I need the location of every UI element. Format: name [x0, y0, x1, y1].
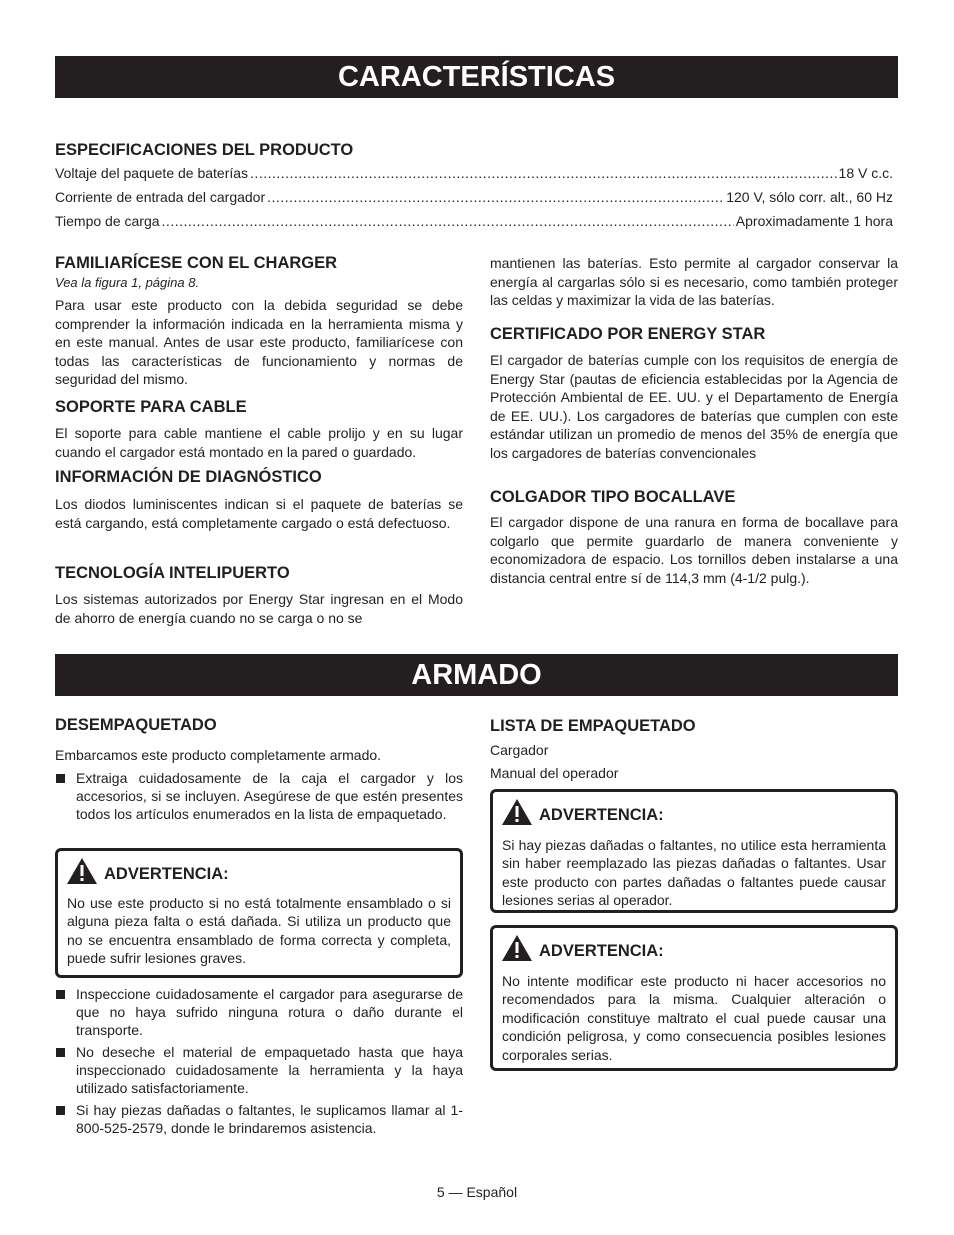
spec-value: Aproximadamente 1 hora: [735, 213, 893, 229]
list-item-text: Si hay piezas dañadas o faltantes, le suplicamos llamar al 1-800-525-2579, donde le brindaremos asistencia.: [76, 1102, 463, 1136]
list-item: [76, 769, 463, 823]
intelipuerto-text: Los sistemas autorizados por Energy Star ingresan en el Modo de ahorro de energía cuando no se carga o no se: [55, 591, 463, 626]
bullet-square-icon: [56, 774, 65, 783]
warning-header: [501, 798, 664, 826]
warning-text: No use este producto si no está totalmente ensamblado o si alguna pieza falta o está dañada. Si utiliza un producto que no se encuentra ensamblado de forma correcta y completa, puede sufrir lesiones graves.: [67, 895, 451, 967]
page-footer: 5 — Español: [436, 1184, 518, 1200]
leader-dots: [267, 189, 724, 205]
warning-box: [490, 925, 898, 1071]
spec-row: [55, 165, 893, 183]
spec-row: [55, 189, 893, 207]
energystar-heading: CERTIFICADO POR ENERGY STAR: [490, 325, 766, 343]
diagnostico-text: Los diodos luminiscentes indican si el paquete de baterías se está cargando, está completamente cargado o está defectuoso.: [55, 496, 463, 531]
spec-value: 120 V, sólo corr. alt., 60 Hz: [726, 189, 893, 205]
leader-dots: [250, 165, 836, 181]
section-banner-caracteristicas: CARACTERÍSTICAS: [55, 56, 898, 98]
warning-triangle-icon: [66, 857, 98, 885]
bocallave-text: El cargador dispone de una ranura en forma de bocallave para colgarlo que permite guardarlo de manera conveniente y economizadora de espacio. Los tornillos deben instalarse a una distancia central entre sí de 114,3 mm (4-1/2 pulg.).: [490, 514, 898, 586]
energystar-text: El cargador de baterías cumple con los requisitos de energía de Energy Star (pautas de eficiencia establecidas por la Agencia de Protección Ambiental de EE. UU. y el Departamento de Energía de EE. UU.). Los cargadores de baterías que cumplen con este estándar utilizan un promedio de menos del 35% de energía que los cargadores de baterías convencionales: [490, 352, 898, 461]
bocallave-heading: COLGADOR TIPO BOCALLAVE: [490, 488, 736, 506]
specs-heading: ESPECIFICACIONES DEL PRODUCTO: [55, 141, 354, 159]
familiarice-heading: FAMILIARÍCESE CON EL CHARGER: [55, 254, 338, 272]
spec-label: Voltaje del paquete de baterías: [55, 165, 249, 181]
figure-reference: Vea la figura 1, página 8.: [55, 275, 200, 290]
intelipuerto-continuation: mantienen las baterías. Esto permite al cargador conservar la energía al cargarlas sólo si es necesario, como también proteger las celdas y maximizar la vida de las baterías.: [490, 255, 898, 309]
list-item: [76, 985, 463, 1039]
list-item-text: Inspeccione cuidadosamente el cargador para asegurarse de que no haya sufrido ninguna rotura o daño durante el transporte.: [76, 986, 463, 1038]
warning-triangle-icon: [501, 798, 533, 826]
lista-item: Manual del operador: [490, 765, 619, 781]
list-item: [76, 1043, 463, 1097]
warning-title: ADVERTENCIA:: [539, 805, 664, 824]
spec-row: [55, 213, 893, 231]
diagnostico-heading: INFORMACIÓN DE DIAGNÓSTICO: [55, 468, 322, 486]
intelipuerto-heading: TECNOLOGÍA INTELIPUERTO: [55, 564, 290, 582]
warning-text: Si hay piezas dañadas o faltantes, no utilice esta herramienta sin haber reemplazado las piezas dañadas o faltantes. Usar este producto con partes dañadas o faltantes puede causar lesiones serias al operador.: [502, 837, 886, 909]
bullet-square-icon: [56, 1106, 65, 1115]
warning-header: [66, 857, 229, 885]
leader-dots: [162, 213, 734, 229]
list-item: [76, 1101, 463, 1137]
warning-box: [490, 789, 898, 913]
bullet-square-icon: [56, 1048, 65, 1057]
desempaquetado-heading: DESEMPAQUETADO: [55, 716, 217, 734]
warning-box: [55, 848, 463, 978]
spec-label: Tiempo de carga: [55, 213, 160, 229]
bullet-square-icon: [56, 990, 65, 999]
familiarice-text: Para usar este producto con la debida seguridad se debe comprender la información indicada en la herramienta misma y en este manual. Antes de usar este producto, familiarícese con todas las características de funcionamiento y normas de seguridad del mismo.: [55, 297, 463, 388]
warning-text: No intente modificar este producto ni hacer accesorios no recomendados para la misma. Cualquier alteración o modificación constituye maltrato el cual puede causar una condición peligrosa, y como consecuencia posibles lesiones corporales serias.: [502, 973, 886, 1063]
soporte-heading: SOPORTE PARA CABLE: [55, 398, 247, 416]
warning-title: ADVERTENCIA:: [539, 941, 664, 960]
section-banner-armado: ARMADO: [55, 654, 898, 696]
spec-label: Corriente de entrada del cargador: [55, 189, 266, 205]
warning-title: ADVERTENCIA:: [104, 864, 229, 883]
warning-triangle-icon: [501, 934, 533, 962]
desempaquetado-intro: Embarcamos este producto completamente armado.: [55, 747, 382, 763]
lista-heading: LISTA DE EMPAQUETADO: [490, 717, 696, 735]
soporte-text: El soporte para cable mantiene el cable prolijo y en su lugar cuando el cargador está montado en la pared o guardado.: [55, 425, 463, 460]
warning-header: [501, 934, 664, 962]
spec-value: 18 V c.c.: [838, 165, 893, 181]
list-item-text: Extraiga cuidadosamente de la caja el cargador y los accesorios, si se incluyen. Asegúrese de que estén presentes todos los artículos enumerados en la lista de empaquetado.: [76, 770, 463, 822]
lista-item: Cargador: [490, 742, 549, 758]
list-item-text: No deseche el material de empaquetado hasta que haya inspeccionado cuidadosamente la herramienta y la haya utilizado satisfactoriamente.: [76, 1044, 463, 1096]
